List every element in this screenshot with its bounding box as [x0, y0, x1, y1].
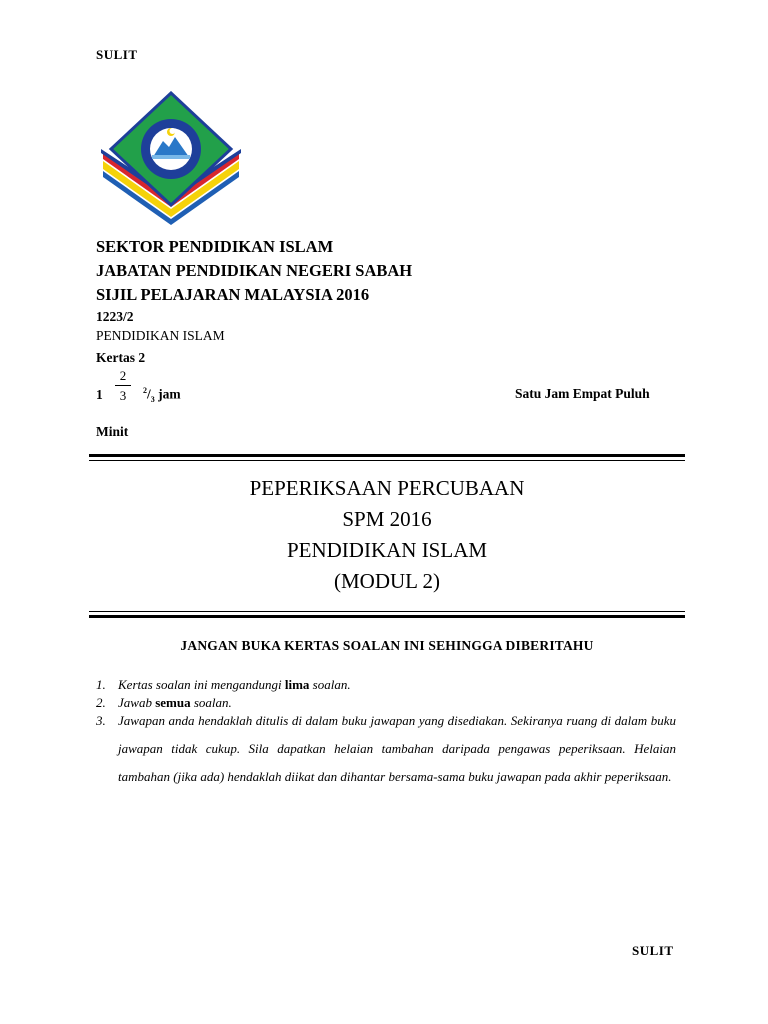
bottom-divider-thick [89, 615, 685, 618]
paper-code: 1223/2 [96, 309, 134, 324]
paper-kertas: Kertas 2 [96, 350, 146, 365]
org-line-1: SEKTOR PENDIDIKAN ISLAM [96, 237, 334, 256]
instruction-number: 1. [96, 677, 106, 692]
duration-words: Satu Jam Empat Puluh [515, 386, 650, 401]
instruction-text-post: soalan. [309, 677, 351, 692]
instruction-number: 3. [96, 713, 106, 728]
instruction-text-bold: lima [284, 677, 310, 692]
exam-title-line-2: SPM 2016 [342, 507, 432, 531]
instruction-text: Jawapan anda hendaklah ditulis di dalam buku jawapan yang disediakan. Sekiranya ruang di dalam buku jawapan tidak cukup. Sila dapatkan helaian tambahan daripada pengawas peperiksaan. Helaian tambahan (jika ada) hendaklah diikat dan dihantar bersama-sama buku jawapan pada akhir peperiksaan. [118, 713, 676, 784]
instruction-number: 2. [96, 695, 106, 710]
duration-slash: / [147, 386, 151, 402]
duration-unit: jam [154, 386, 181, 402]
classification-label-bottom: SULIT [632, 943, 674, 958]
exam-title-line-1: PEPERIKSAAN PERCUBAAN [249, 476, 525, 500]
sabah-education-logo [97, 91, 245, 231]
exam-title-line-4: (MODUL 2) [334, 569, 440, 593]
duration-sup: 2 [143, 386, 147, 395]
instruction-text [118, 676, 676, 694]
fraction-bar [115, 385, 131, 386]
paper-subject: PENDIDIKAN ISLAM [96, 328, 225, 343]
instruction-text-post: soalan. [190, 695, 232, 710]
instruction-item [96, 712, 676, 791]
fraction-numerator: 2 [119, 368, 127, 383]
bottom-divider-thin [89, 611, 685, 612]
do-not-open-warning: JANGAN BUKA KERTAS SOALAN INI SEHINGGA DIBERITAHU [180, 638, 594, 653]
top-divider-thick [89, 454, 685, 457]
org-line-2: JABATAN PENDIDIKAN NEGERI SABAH [96, 261, 413, 280]
logo-emblem-icon [97, 91, 245, 231]
instruction-item [96, 676, 676, 694]
instruction-text-pre: Jawab [118, 695, 156, 710]
instructions-list [96, 676, 676, 791]
fraction-denominator: 3 [119, 388, 127, 403]
duration-words-continued: Minit [96, 424, 129, 439]
org-line-3: SIJIL PELAJARAN MALAYSIA 2016 [96, 285, 370, 304]
exam-title-block [89, 473, 685, 597]
duration-fraction [115, 369, 131, 402]
instruction-text-pre: Kertas soalan ini mengandungi [118, 677, 285, 692]
classification-label-top: SULIT [96, 47, 138, 62]
duration-whole: 1 [96, 387, 103, 402]
instruction-text-bold: semua [155, 695, 191, 710]
duration-sub: 3 [150, 395, 155, 405]
top-divider-thin [89, 460, 685, 461]
exam-title-line-3: PENDIDIKAN ISLAM [286, 538, 488, 562]
duration-hours [143, 386, 181, 404]
